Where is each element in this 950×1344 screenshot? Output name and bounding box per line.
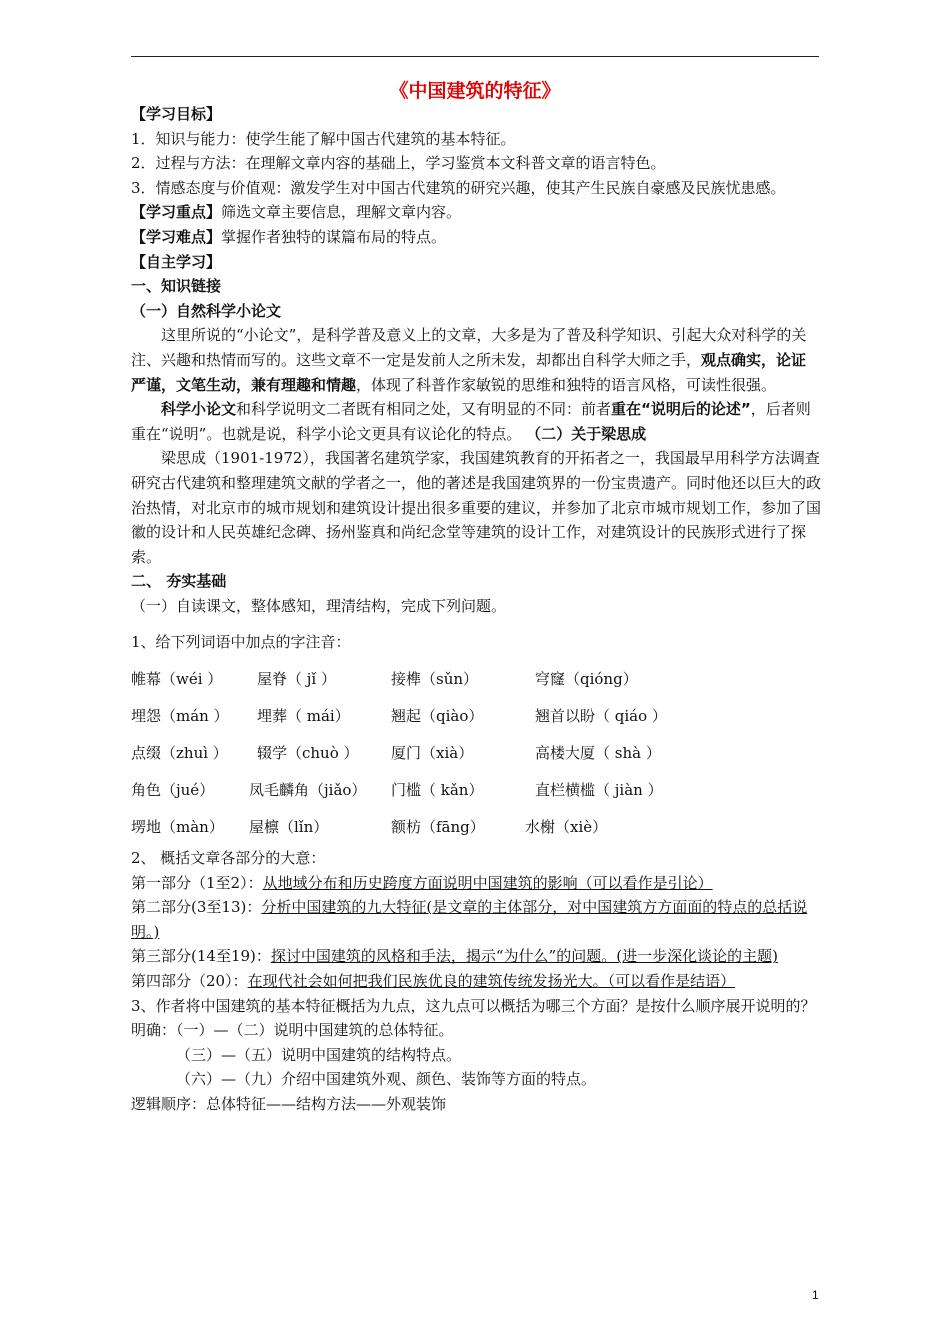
- part-3-answer: 探讨中国建筑的风格和手法，揭示“为什么”的问题。(进一步深化谈论的主题): [270, 947, 778, 966]
- pinyin-item: 高楼大厦（ shà ）: [535, 744, 661, 763]
- paragraph-liang-sicheng: 梁思成（1901-1972），我国著名建筑学家，我国建筑教育的开拓者之一，我国最早用科学方法调查研究古代建筑和整理建筑文献的学者之一，他的著述是我国建筑界的一份宝贵遗产。同时他还以巨大的政治热情，对北京市的城市规划和建筑设计提出很多重要的建议，并参加了北京市城市规划工作，参加了国徽的设计和人民英雄纪念碑、扬州鉴真和尚纪念堂等建筑的设计工作，对建筑设计的民族形式进行了探索。: [131, 449, 822, 566]
- pinyin-item: 翘首以盼（ qiáo ）: [535, 707, 667, 726]
- pinyin-row: [131, 661, 821, 698]
- question-2: 2、 概括文章各部分的大意：: [131, 849, 326, 868]
- pinyin-item: 凤毛麟角（jiǎo）: [249, 781, 367, 800]
- difficult-text: 掌握作者独特的谋篇布局的特点。: [221, 227, 447, 246]
- pinyin-item: 水榭（xiè）: [525, 818, 608, 837]
- pinyin-item: 额枋（fāng）: [391, 818, 485, 837]
- pinyin-row: [131, 772, 821, 809]
- part-3-label: 第三部分(14至19)：: [131, 947, 271, 966]
- pinyin-item: 直栏横槛（ jiàn ）: [535, 781, 663, 800]
- pinyin-item: 屋脊（ jǐ ）: [257, 670, 336, 689]
- p2-bold-a: 科学小论文: [161, 400, 237, 419]
- part-4-answer: 在现代社会如何把我们民族优良的建筑传统发扬光大。（可以看作是结语）: [247, 972, 736, 991]
- paragraph-small-essay: [131, 323, 821, 397]
- document-body: [131, 102, 821, 1117]
- key-point: [131, 200, 821, 225]
- answer-line-3: （六）—（九）介绍中国建筑外观、颜色、装饰等方面的特点。: [176, 1070, 597, 1089]
- p1-text-a: 这里所说的“小论文”，是科学普及意义上的文章，大多是为了普及科学知识、引起大众对科学的关注、兴趣和热情而写的。这些文章不一定是发前人之所未发，却都出自科学大师之手，: [131, 326, 807, 369]
- pinyin-item: 点缀（zhuì ）: [131, 744, 228, 763]
- pinyin-item: 翘起（qiào）: [391, 707, 484, 726]
- pinyin-item: 辍学（chuò ）: [257, 744, 359, 763]
- paragraph-comparison: [131, 397, 821, 446]
- section-1-heading: 一、知识链接: [131, 277, 222, 296]
- answer-line-4: 逻辑顺序：总体特征——结构方法——外观装饰: [131, 1095, 447, 1113]
- part-1-summary: [131, 871, 821, 896]
- answer-line-1: 明确：（一）—（二）说明中国建筑的总体特征。: [131, 1021, 454, 1040]
- pinyin-item: 帷幕（wéi ）: [131, 670, 223, 689]
- key-text: 筛选文章主要信息，理解文章内容。: [221, 203, 462, 222]
- pinyin-item: 厦门（xià）: [391, 744, 474, 763]
- pinyin-item: 接榫（sǔn）: [391, 670, 479, 689]
- p2-bold-c: 重在“说明后的论述”: [611, 400, 751, 419]
- pinyin-item: 屋檩（lǐn）: [249, 818, 329, 837]
- pinyin-item: 门槛（ kǎn）: [391, 781, 484, 800]
- pinyin-item: 埋怨（mán ）: [131, 707, 229, 726]
- goal-3: 3．情感态度与价值观：激发学生对中国古代建筑的研究兴趣，使其产生民族自豪感及民族忧患感。: [131, 178, 786, 197]
- p1-text-c: ，体现了科普作家敏锐的思维和独特的语言风格，可读性很强。: [356, 375, 777, 394]
- part-1-label: 第一部分（1至2）：: [131, 873, 263, 892]
- section-2-heading: 二、 夯实基础: [131, 572, 227, 591]
- goal-2: 2．过程与方法：在理解文章内容的基础上，学习鉴赏本文科普文章的语言特色。: [131, 154, 666, 173]
- part-4-summary: [131, 969, 821, 994]
- part-2-summary: [131, 895, 821, 944]
- part-3-summary: [131, 944, 821, 969]
- pinyin-row: [131, 809, 821, 846]
- answer-line-2: （三）—（五）说明中国建筑的结构特点。: [176, 1045, 462, 1064]
- pinyin-item: 塄地（màn）: [131, 818, 224, 837]
- document-title: 《中国建筑的特征》: [389, 80, 561, 102]
- heading-goals: 【学习目标】: [131, 105, 222, 123]
- heading-difficult: 【学习难点】: [131, 227, 222, 246]
- p1-bold: 观点确实，论证严谨，文笔生动，兼有理趣和情趣: [131, 350, 807, 394]
- part-1-answer: 从地域分布和历史跨度方面说明中国建筑的影响（可以看作是引论）: [262, 873, 713, 892]
- pinyin-item: 埋葬（ mái）: [257, 707, 350, 726]
- heading-self-study: 【自主学习】: [131, 252, 222, 271]
- subsection-1-heading: （一）自然科学小论文: [131, 301, 282, 320]
- goal-1: 1．知识与能力：使学生能了解中国古代建筑的基本特征。: [131, 129, 516, 148]
- question-3: 3、作者将中国建筑的基本特征概括为九点，这九点可以概括为哪三个方面？是按什么顺序展开说明的？: [131, 996, 816, 1015]
- pinyin-item: 角色（jué）: [131, 781, 215, 800]
- pinyin-item: 穹窿（qióng）: [535, 670, 638, 689]
- pinyin-row: [131, 735, 821, 772]
- heading-key: 【学习重点】: [131, 203, 222, 222]
- header-rule: [131, 56, 819, 57]
- part-2-label: 第二部分(3至13)：: [131, 898, 262, 917]
- pinyin-row: [131, 698, 821, 735]
- part-2-answer: 分析中国建筑的九大特征(是文章的主体部分，对中国建筑方方面面的特点的总括说明。): [131, 898, 808, 941]
- subsection-3-heading: （一）自读课文，整体感知，理清结构，完成下列问题。: [131, 596, 507, 615]
- subsection-2-heading: （二）关于梁思成: [526, 424, 647, 443]
- difficult-point: [131, 225, 821, 250]
- question-1: 1、给下列词语中加点的字注音：: [131, 633, 351, 652]
- p2-text-b: 和科学说明文二者既有相同之处，又有明显的不同：前者: [236, 400, 612, 419]
- page-number: 1: [812, 1288, 819, 1302]
- p2-text-d: ，后者则重在“说明”。也就是说，科学小论文更具有议论化的特点。: [131, 400, 811, 443]
- part-4-label: 第四部分（20）：: [131, 972, 248, 991]
